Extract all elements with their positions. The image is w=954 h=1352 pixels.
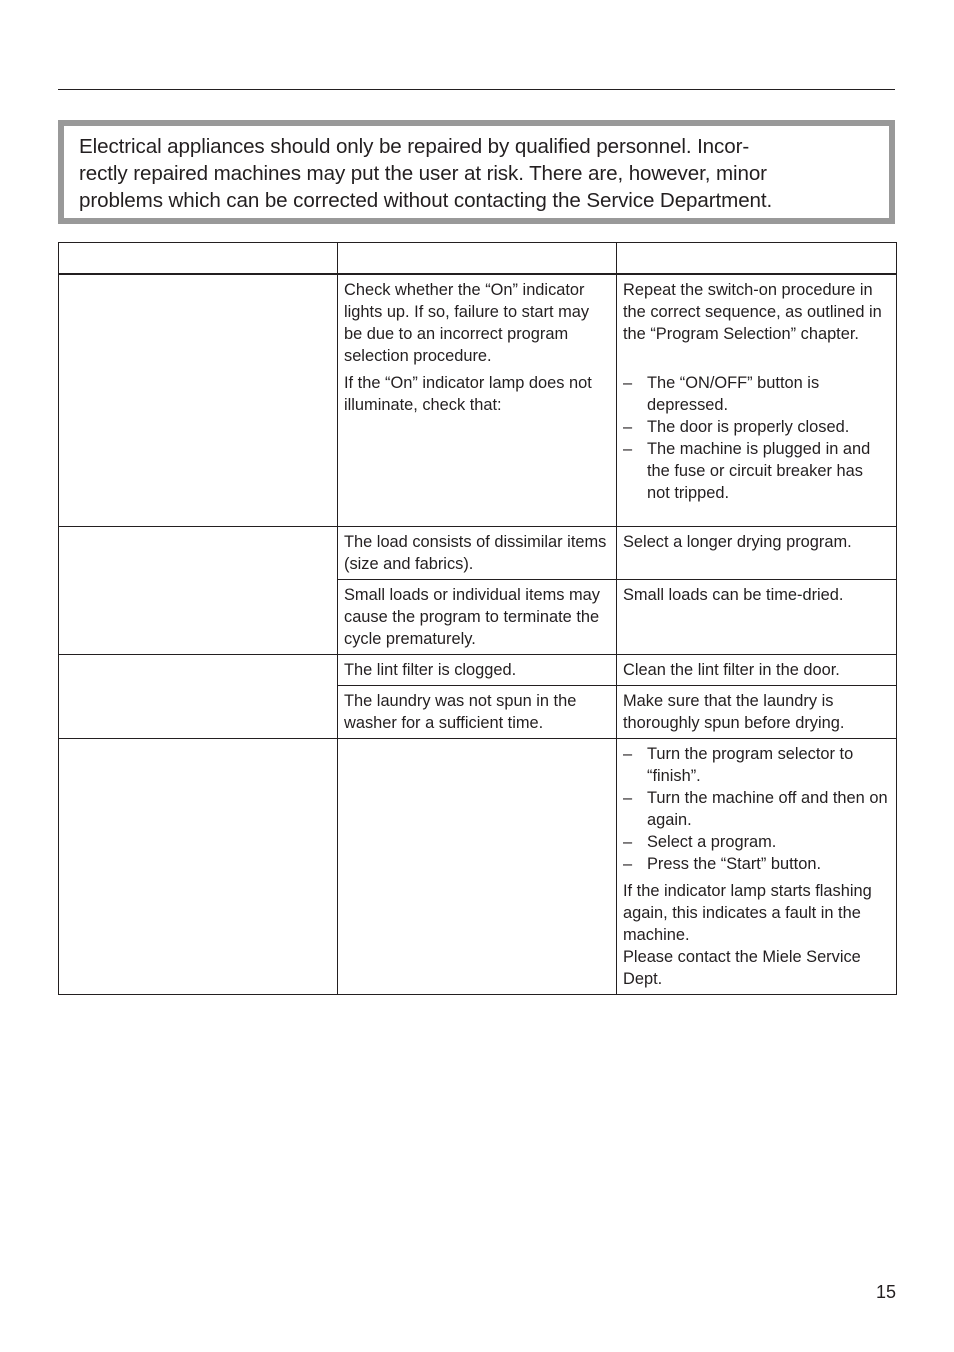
remedy-cell [617,274,897,526]
table-header-row [59,243,897,275]
remedy-text: Repeat the switch-on procedure in the correct sequence, as outlined in the “Program Selection” chapter. [623,281,882,343]
list-item: – Select a program. [623,831,890,853]
remedy-cell: Make sure that the laundry is thoroughly spun before drying. [617,685,897,738]
cause-text: If the “On” indicator lamp does not illuminate, check that: [344,374,592,414]
troubleshooting-table [58,242,897,995]
problem-cell [59,654,338,738]
problem-cell [59,274,338,526]
cause-cell [338,274,617,526]
header-cell-cause [338,243,617,275]
remedy-text: If the indicator lamp starts flashing again, this indicates a fault in the machine. [623,881,872,944]
remedy-cell: Select a longer drying program. [617,526,897,579]
table-row [59,738,897,994]
table-row [59,654,897,685]
table-row [59,526,897,579]
list-item: – The “ON/OFF” button is depressed. [623,372,890,416]
cause-cell [338,738,617,994]
remedy-cell [617,738,897,994]
cause-cell: The load consists of dissimilar items (size and fabrics). [338,526,617,579]
notice-line: problems which can be corrected without contacting the Service Department. [79,189,773,212]
page-number: 15 [875,1282,896,1302]
problem-cell [59,738,338,994]
remedy-cell: Clean the lint filter in the door. [617,654,897,685]
table-row [59,274,897,526]
remedy-text: Please contact the Miele Service Dept. [623,947,861,988]
list-item: – Press the “Start” button. [623,853,890,875]
header-cell-problem [59,243,338,275]
top-rule [58,89,895,90]
cause-cell: Small loads or individual items may cause the program to terminate the cycle prematurely. [338,579,617,654]
header-cell-remedy [617,243,897,275]
list-item: – Turn the program selector to “finish”. [623,743,890,787]
list-item: – The machine is plugged in and the fuse or circuit breaker has not tripped. [623,438,890,504]
cause-cell: The laundry was not spun in the washer for a sufficient time. [338,685,617,738]
problem-cell [59,526,338,654]
notice-line: rectly repaired machines may put the user at risk. There are, however, minor [79,162,767,185]
remedy-checklist [623,372,890,504]
safety-notice-box [58,120,895,224]
remedy-cell: Small loads can be time-dried. [617,579,897,654]
remedy-steps [623,743,890,875]
notice-line: Electrical appliances should only be repaired by qualified personnel. Incor- [79,135,750,158]
cause-text: Check whether the “On” indicator lights up. If so, failure to start may be due to an incorrect program selection procedure. [344,281,590,365]
cause-cell: The lint filter is clogged. [338,654,617,685]
list-item: – Turn the machine off and then on again. [623,787,890,831]
list-item: – The door is properly closed. [623,416,890,438]
